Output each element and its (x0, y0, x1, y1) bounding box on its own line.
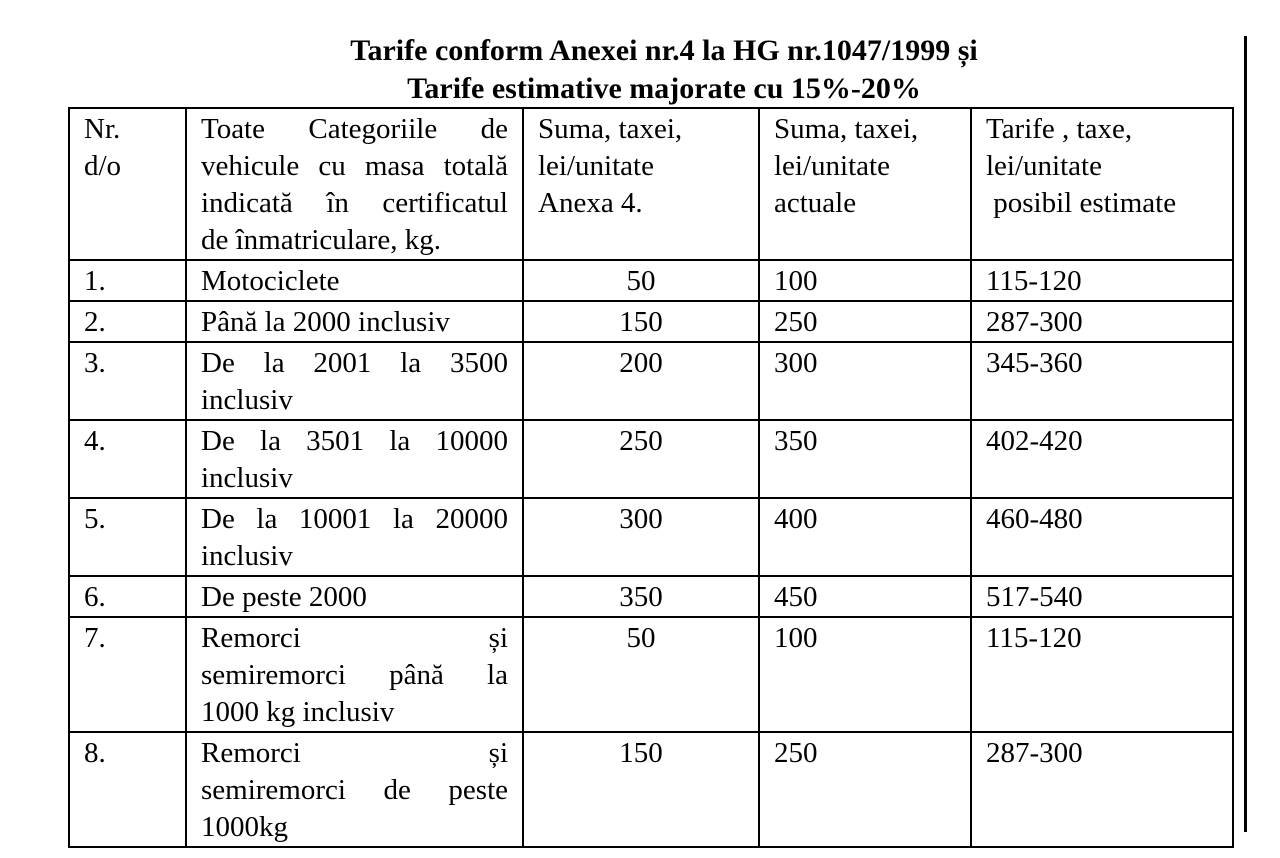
row-anexa-value: 200 (523, 342, 759, 420)
row-number: 7. (69, 617, 186, 732)
document-title-line-2: Tarife estimative majorate cu 15%-20% (407, 72, 921, 105)
row-number: 3. (69, 342, 186, 420)
category-line: 1000kg (201, 811, 288, 843)
row-estimate-value: 460-480 (971, 498, 1233, 576)
row-category (186, 301, 523, 342)
row-anexa-value: 50 (523, 260, 759, 301)
table-row (69, 732, 1233, 847)
row-estimate-value: 287-300 (971, 732, 1233, 847)
row-category (186, 498, 523, 576)
row-category (186, 617, 523, 732)
table-row (69, 617, 1233, 732)
row-anexa-value: 150 (523, 732, 759, 847)
row-category (186, 420, 523, 498)
row-anexa-value: 350 (523, 576, 759, 617)
row-number: 4. (69, 420, 186, 498)
category-line: Până la 2000 inclusiv (201, 306, 450, 338)
row-actual-value: 100 (759, 617, 971, 732)
header-category: Toate Categoriile de vehicule cu masa totală indicată în certificatul de înmatriculare, kg. (186, 108, 523, 260)
table-row (69, 420, 1233, 498)
row-estimate-value: 345-360 (971, 342, 1233, 420)
category-line: De la 3501 la 10000 (201, 425, 508, 457)
category-line: De la 10001 la 20000 (201, 503, 508, 535)
tariff-table (68, 107, 1234, 848)
table-row (69, 342, 1233, 420)
row-category (186, 732, 523, 847)
row-estimate-value: 402-420 (971, 420, 1233, 498)
row-category (186, 342, 523, 420)
table-row (69, 260, 1233, 301)
header-anexa: Suma, taxei, lei/unitate Anexa 4. (523, 108, 759, 260)
row-number: 1. (69, 260, 186, 301)
row-number: 8. (69, 732, 186, 847)
table-row (69, 301, 1233, 342)
row-actual-value: 300 (759, 342, 971, 420)
row-number: 2. (69, 301, 186, 342)
category-line: Remorci și (201, 622, 508, 654)
category-line: De peste 2000 (201, 581, 367, 613)
row-actual-value: 450 (759, 576, 971, 617)
category-line: Motociclete (201, 265, 340, 297)
header-nr: Nr. d/o (69, 108, 186, 260)
row-actual-value: 100 (759, 260, 971, 301)
category-line: Remorci și (201, 737, 508, 769)
row-number: 5. (69, 498, 186, 576)
document-title-line-1: Tarife conform Anexei nr.4 la HG nr.1047/1999 și (350, 34, 978, 67)
row-actual-value: 250 (759, 301, 971, 342)
row-anexa-value: 150 (523, 301, 759, 342)
row-estimate-value: 517-540 (971, 576, 1233, 617)
category-line: De la 2001 la 3500 (201, 347, 508, 379)
header-estimate: Tarife , taxe, lei/unitate posibil estimate (971, 108, 1233, 260)
row-anexa-value: 50 (523, 617, 759, 732)
category-line: inclusiv (201, 540, 293, 572)
row-category (186, 260, 523, 301)
table-row (69, 498, 1233, 576)
category-line: 1000 kg inclusiv (201, 696, 395, 728)
row-category (186, 576, 523, 617)
category-line: semiremorci de peste (201, 774, 508, 806)
row-anexa-value: 300 (523, 498, 759, 576)
row-estimate-value: 115-120 (971, 617, 1233, 732)
category-line: inclusiv (201, 462, 293, 494)
category-line: semiremorci până la (201, 659, 508, 691)
row-actual-value: 350 (759, 420, 971, 498)
row-estimate-value: 115-120 (971, 260, 1233, 301)
row-anexa-value: 250 (523, 420, 759, 498)
row-actual-value: 250 (759, 732, 971, 847)
page-margin-rule (1244, 36, 1247, 832)
category-line: inclusiv (201, 384, 293, 416)
row-estimate-value: 287-300 (971, 301, 1233, 342)
table-row (69, 576, 1233, 617)
row-number: 6. (69, 576, 186, 617)
row-actual-value: 400 (759, 498, 971, 576)
table-header-row (69, 108, 1233, 260)
header-actual: Suma, taxei, lei/unitate actuale (759, 108, 971, 260)
